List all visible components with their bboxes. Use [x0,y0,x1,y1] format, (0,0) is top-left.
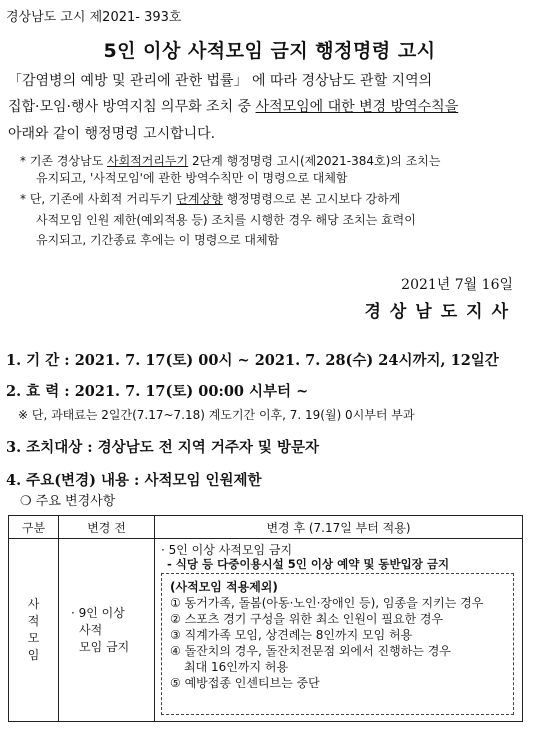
section-target: 3. 조치대상 : 경상남도 전 지역 거주자 및 방문자 [6,439,319,456]
intro-line-1: 「감염병의 예방 및 관리에 관한 법률」 에 따라 경상남도 관할 지역의 [8,73,433,89]
note-2-line-2: 사적모임 인원 제한(예외적용 등) 조치를 시행한 경우 해당 조치는 효력이 [36,213,416,227]
intro-line-2 [8,96,458,116]
page-title: 5인 이상 사적모임 금지 행정명령 고시 [103,40,436,62]
exception-item: ① 동거가족, 돌봄(아동·노인·장애인 등), 임종을 지키는 경우 [170,596,484,610]
note-1-line-1 [20,152,440,169]
exception-item: ④ 돌잔치의 경우, 돌잔치전문점 외에서 진행하는 경우 [170,644,451,658]
section-effect: 2. 효 력 : 2021. 7. 17(토) 00:00 시부터 ~ [6,383,309,400]
category-char: 적 [27,614,40,628]
note-text: 2단계 행정명령 고시(제2021-384호)의 조치는 [188,154,441,168]
category-char: 사 [27,597,40,611]
header-after: 변경 후 (7.17일 부터 적용) [155,516,523,539]
table-row [9,539,523,722]
note-underlined-phrase: 단계상향 [176,192,223,206]
note-2-line-1 [20,190,400,207]
changes-table [8,515,523,722]
before-line: 사적 [79,622,103,637]
intro-underlined-phrase: 사적모임에 대한 변경 방역수칙을 [255,99,459,115]
after-line-1: · 5인 이상 사적모임 금지 [161,543,293,557]
note-text: * 기존 경상남도 [20,154,107,168]
exception-item: ② 스포츠 경기 구성을 위한 최소 인원이 필요한 경우 [170,612,444,626]
note-2-line-3: 유지되고, 기간종료 후에는 이 명령으로 대체함 [36,233,280,247]
exception-item-continuation: 최대 16인까지 허용 [184,660,289,674]
category-cell [9,539,59,722]
table-header-row [9,516,523,539]
note-text: 행정명령으로 본 고시보다 강하게 [222,192,401,206]
before-line: · 9인 이상 [71,605,125,620]
exceptions-title: (사적모임 적용제외) [170,580,278,594]
note-1-line-2: 유지되고, '사적모임'에 관한 방역수칙만 이 명령으로 대체함 [36,171,348,185]
intro-line-3: 아래와 같이 행정명령 고시합니다. [8,126,216,142]
exceptions-box [161,573,514,715]
issue-date: 2021년 7월 16일 [401,277,513,293]
signer: 경상남도지사 [364,302,517,322]
exception-item: ③ 직계가족 모임, 상견례는 8인까지 모임 허용 [170,628,413,642]
effect-note: ※ 단, 과태료는 2일간(7.17~7.18) 계도기간 이후, 7. 19(월) 0시부터 부과 [18,408,415,422]
intro-line-2-text: 집합·모임·행사 방역지침 의무화 조치 중 [8,99,256,115]
category-char: 모 [27,631,40,645]
note-text: * 단, 기존에 사회적 거리두기 [20,192,177,206]
before-cell [59,539,155,722]
header-category: 구분 [9,516,59,539]
content-subheading: ❍ 주요 변경사항 [20,494,116,509]
after-cell [155,539,523,722]
category-char: 임 [27,648,40,662]
section-period: 1. 기 간 : 2021. 7. 17(토) 00시 ~ 2021. 7. 28(수) 24시까지, 12일간 [6,352,499,369]
section-content: 4. 주요(변경) 내용 : 사적모임 인원제한 [6,472,262,489]
exception-item: ⑤ 예방접종 인센티브는 중단 [170,676,320,690]
notice-number: 경상남도 고시 제2021- 393호 [6,10,182,25]
before-line: 모임 금지 [79,639,130,654]
note-underlined-phrase: 사회적거리두기 [107,154,189,168]
after-line-2: - 식당 등 다중이용시설 5인 이상 예약 및 동반입장 금지 [167,557,450,571]
header-before: 변경 전 [59,516,155,539]
